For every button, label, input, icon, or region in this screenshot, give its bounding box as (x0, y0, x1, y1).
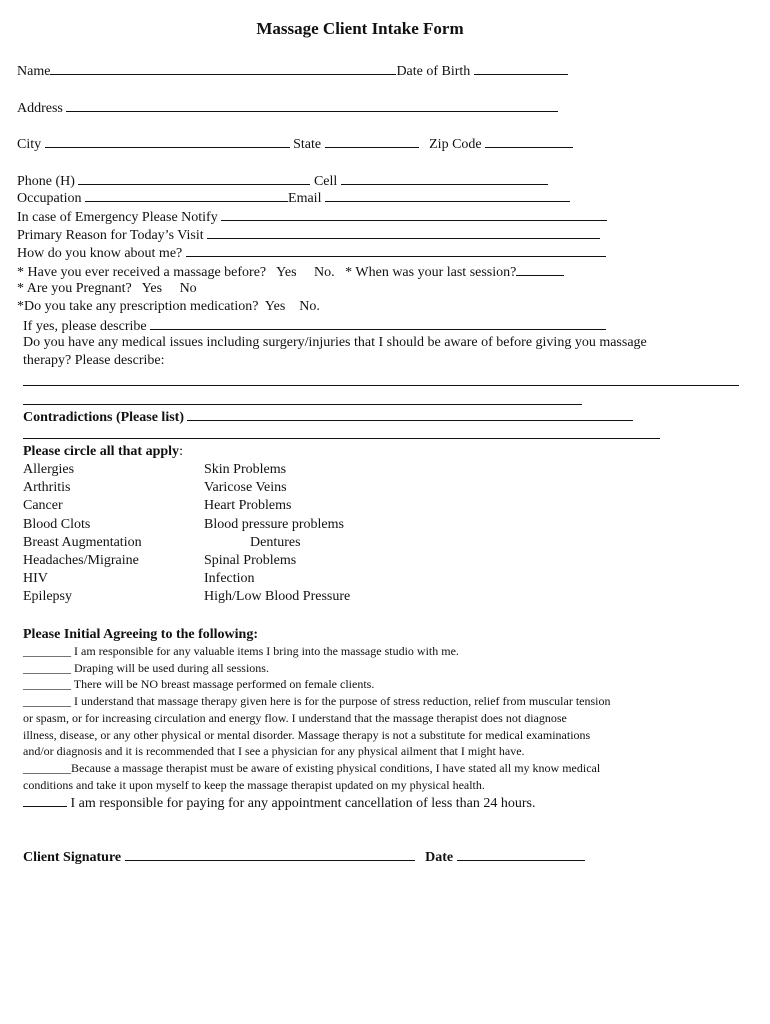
occupation-field[interactable] (85, 188, 288, 202)
condition-item[interactable]: Infection (204, 571, 255, 587)
page-title: Massage Client Intake Form (256, 19, 464, 38)
contradictions-label: Contradictions (Please list) (23, 410, 184, 425)
condition-item[interactable]: Dentures (250, 534, 301, 550)
reason-field[interactable] (207, 225, 600, 239)
agreement-heading: Please Initial Agreeing to the following: (23, 627, 258, 642)
condition-item[interactable]: Headaches/Migraine (23, 553, 139, 569)
medication-yes[interactable]: Yes (264, 299, 286, 314)
name-label: Name (17, 64, 51, 79)
state-label: State (293, 137, 322, 152)
condition-item[interactable]: Epilepsy (23, 589, 72, 605)
agreement-line[interactable]: ________ I understand that massage therapy given here is for the purpose of stress reduction, relief from muscular tension (23, 694, 611, 709)
circle-heading (23, 443, 183, 460)
cancellation-initial-field[interactable] (23, 793, 67, 807)
contradictions-field[interactable] (187, 407, 633, 421)
conditions-right-column (204, 461, 350, 607)
condition-item[interactable]: Breast Augmentation (23, 534, 142, 550)
address-label: Address (17, 101, 63, 116)
referral-field[interactable] (186, 243, 606, 257)
email-field[interactable] (325, 188, 570, 202)
email-label: Email (288, 191, 322, 206)
condition-item[interactable]: Blood Clots (23, 516, 91, 532)
zip-label: Zip Code (429, 137, 482, 152)
cell-label: Cell (313, 174, 338, 189)
medication-no[interactable]: No. (299, 299, 320, 314)
address-field[interactable] (66, 98, 558, 112)
agreement-line[interactable]: ________ There will be NO breast massage performed on female clients. (23, 677, 375, 692)
address-row (17, 98, 558, 117)
dob-field[interactable] (474, 61, 568, 75)
cancellation-row (23, 793, 536, 813)
emergency-row (17, 207, 607, 226)
last-session-field[interactable] (516, 262, 564, 276)
city-label: City (17, 137, 42, 152)
condition-item[interactable]: Heart Problems (204, 498, 292, 514)
cell-field[interactable] (341, 171, 548, 185)
occupation-label: Occupation (17, 191, 82, 206)
contradictions-line-2[interactable] (23, 438, 660, 439)
condition-item[interactable]: Varicose Veins (204, 480, 287, 496)
condition-item[interactable]: HIV (23, 571, 48, 587)
client-signature-field[interactable] (125, 847, 415, 861)
phone-field[interactable] (78, 171, 310, 185)
describe-row (23, 316, 606, 335)
condition-item[interactable]: Blood pressure problems (204, 516, 344, 532)
date-label: Date (425, 850, 454, 865)
massage-before-no[interactable]: No. (314, 265, 335, 280)
emergency-field[interactable] (221, 207, 607, 221)
dob-label: Date of Birth (396, 64, 471, 79)
conditions-left-column (23, 461, 142, 607)
date-field[interactable] (457, 847, 585, 861)
circle-heading-colon: : (179, 444, 183, 459)
medical-issues-line-a[interactable] (23, 385, 739, 386)
cancellation-text: I am responsible for paying for any appointment cancellation of less than 24 hours. (70, 796, 536, 811)
state-field[interactable] (325, 134, 419, 148)
condition-item[interactable]: High/Low Blood Pressure (204, 589, 351, 605)
condition-item[interactable]: Arthritis (23, 480, 71, 496)
contradictions-row (23, 407, 633, 426)
pregnant-question: * Are you Pregnant? (17, 281, 132, 296)
pregnant-row (17, 280, 197, 297)
reason-label: Primary Reason for Today’s Visit (17, 228, 204, 243)
pregnant-no[interactable]: No (179, 281, 197, 296)
name-field[interactable] (50, 61, 396, 75)
massage-before-row (17, 262, 564, 281)
describe-label: If yes, please describe (23, 319, 147, 334)
medical-issues-line-b[interactable] (23, 404, 582, 405)
reason-row (17, 225, 600, 244)
medical-issues-line-1: Do you have any medical issues including surgery/injuries that I should be aware of before giving you massage (23, 335, 647, 350)
medication-row (17, 298, 320, 315)
circle-heading-text: Please circle all that apply (23, 444, 180, 459)
condition-item[interactable]: Skin Problems (204, 462, 287, 477)
massage-before-question: * Have you ever received a massage before? (17, 265, 267, 280)
last-session-label: * When was your last session? (345, 265, 517, 280)
describe-field[interactable] (150, 316, 606, 330)
referral-label: How do you know about me? (17, 246, 183, 261)
condition-item[interactable]: Cancer (23, 498, 63, 514)
agreement-line-cont: conditions and take it upon myself to keep the massage therapist updated on my physical health. (23, 777, 485, 792)
massage-before-yes[interactable]: Yes (276, 265, 297, 280)
zip-field[interactable] (485, 134, 573, 148)
pregnant-yes[interactable]: Yes (141, 281, 163, 296)
phone-label: Phone (H) (17, 174, 75, 189)
signature-row (23, 847, 585, 866)
agreement-line-cont: illness, disease, or any other physical or mental disorder. Massage therapy is not a substitute for medical examinations (23, 727, 591, 742)
name-row (17, 61, 568, 80)
agreement-line[interactable]: ________Because a massage therapist must be aware of existing physical conditions, I have stated all my know medical (23, 760, 601, 775)
agreement-line-cont: and/or diagnosis and it is recommended that I see a physician for any physical ailment that I might have. (23, 744, 525, 759)
city-row (17, 134, 573, 153)
occupation-row (17, 188, 570, 207)
emergency-label: In case of Emergency Please Notify (17, 210, 218, 225)
agreement-line[interactable]: ________ I am responsible for any valuable items I bring into the massage studio with me. (23, 644, 459, 658)
agreement-line-cont: or spasm, or for increasing circulation and energy flow. I understand that the massage therapist does not diagnose (23, 710, 567, 725)
agreement-block (23, 643, 611, 793)
medical-issues-line-2: therapy? Please describe: (23, 353, 165, 368)
agreement-line[interactable]: ________ Draping will be used during all sessions. (23, 660, 269, 675)
referral-row (17, 243, 606, 262)
medication-question: *Do you take any prescription medication? (17, 299, 259, 314)
condition-item[interactable]: Spinal Problems (204, 553, 297, 569)
condition-item[interactable]: Allergies (23, 462, 75, 477)
client-signature-label: Client Signature (23, 850, 122, 865)
city-field[interactable] (45, 134, 290, 148)
